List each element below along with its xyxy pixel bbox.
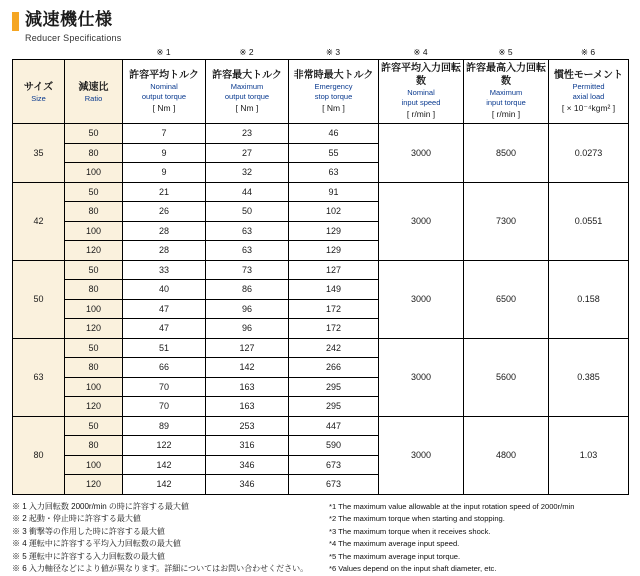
cell-emergency-stop-torque: 673 bbox=[289, 455, 379, 475]
cell-maximum-output-torque: 50 bbox=[206, 202, 289, 222]
cell-ratio: 100 bbox=[65, 455, 123, 475]
marker-5: ※ 5 bbox=[498, 47, 513, 57]
cell-nominal-output-torque: 47 bbox=[123, 319, 206, 339]
cell-maximum-input-speed: 6500 bbox=[464, 260, 549, 338]
cell-emergency-stop-torque: 149 bbox=[289, 280, 379, 300]
marker-4: ※ 4 bbox=[413, 47, 428, 57]
footnote-jp-2: ※ 2 起動・停止時に許容する最大値 bbox=[12, 514, 141, 523]
cell-emergency-stop-torque: 129 bbox=[289, 221, 379, 241]
cell-emergency-stop-torque: 129 bbox=[289, 241, 379, 261]
cell-nominal-output-torque: 70 bbox=[123, 397, 206, 417]
cell-nominal-output-torque: 66 bbox=[123, 358, 206, 378]
table-row bbox=[13, 182, 629, 202]
cell-emergency-stop-torque: 447 bbox=[289, 416, 379, 436]
cell-emergency-stop-torque: 673 bbox=[289, 475, 379, 495]
cell-maximum-output-torque: 163 bbox=[206, 377, 289, 397]
cell-nominal-output-torque: 122 bbox=[123, 436, 206, 456]
footnote-en-4: *4 The maximum average input speed. bbox=[329, 539, 460, 548]
cell-permitted-axial-load: 0.0273 bbox=[549, 124, 629, 183]
cell-ratio: 100 bbox=[65, 163, 123, 183]
cell-emergency-stop-torque: 127 bbox=[289, 260, 379, 280]
cell-maximum-output-torque: 73 bbox=[206, 260, 289, 280]
marker-3: ※ 3 bbox=[325, 47, 341, 57]
footnote-en-2: *2 The maximum torque when starting and stopping. bbox=[329, 514, 505, 523]
note-marker-row bbox=[12, 47, 628, 58]
footnote-jp-6: ※ 6 入力軸径などにより値が異なります。詳細についてはお問い合わせください。 bbox=[12, 564, 309, 573]
footnote-jp-4: ※ 4 運転中に許容する平均入力回転数の最大値 bbox=[12, 539, 181, 548]
cell-maximum-output-torque: 316 bbox=[206, 436, 289, 456]
cell-emergency-stop-torque: 295 bbox=[289, 397, 379, 417]
footnotes bbox=[12, 501, 628, 576]
cell-nominal-output-torque: 51 bbox=[123, 338, 206, 358]
cell-nominal-output-torque: 47 bbox=[123, 299, 206, 319]
cell-maximum-output-torque: 346 bbox=[206, 455, 289, 475]
cell-maximum-output-torque: 253 bbox=[206, 416, 289, 436]
cell-permitted-axial-load: 1.03 bbox=[549, 416, 629, 494]
cell-nominal-output-torque: 142 bbox=[123, 455, 206, 475]
cell-ratio: 120 bbox=[65, 397, 123, 417]
cell-size: 35 bbox=[13, 124, 65, 183]
cell-maximum-input-speed: 4800 bbox=[464, 416, 549, 494]
cell-ratio: 120 bbox=[65, 241, 123, 261]
cell-nominal-input-speed: 3000 bbox=[379, 124, 464, 183]
cell-emergency-stop-torque: 266 bbox=[289, 358, 379, 378]
cell-ratio: 50 bbox=[65, 338, 123, 358]
cell-ratio: 80 bbox=[65, 143, 123, 163]
cell-nominal-output-torque: 142 bbox=[123, 475, 206, 495]
cell-emergency-stop-torque: 242 bbox=[289, 338, 379, 358]
cell-ratio: 80 bbox=[65, 280, 123, 300]
footnote-jp-1: ※ 1 入力回転数 2000r/min の時に許容する最大値 bbox=[12, 501, 189, 511]
cell-nominal-output-torque: 7 bbox=[123, 124, 206, 144]
cell-maximum-output-torque: 63 bbox=[206, 241, 289, 261]
cell-maximum-output-torque: 23 bbox=[206, 124, 289, 144]
cell-size: 63 bbox=[13, 338, 65, 416]
footnote-jp-3: ※ 3 衝撃等の作用した時に許容する最大値 bbox=[12, 526, 165, 536]
cell-emergency-stop-torque: 295 bbox=[289, 377, 379, 397]
cell-ratio: 100 bbox=[65, 377, 123, 397]
title-japanese: 減速機仕様 bbox=[25, 10, 113, 29]
cell-maximum-input-speed: 8500 bbox=[464, 124, 549, 183]
cell-maximum-output-torque: 86 bbox=[206, 280, 289, 300]
cell-maximum-output-torque: 96 bbox=[206, 319, 289, 339]
reducer-spec-table bbox=[12, 59, 629, 495]
header-maximum-input-speed: 許容最高入力回転数 Maximum input torque [ r/min ] bbox=[464, 60, 549, 124]
cell-nominal-output-torque: 28 bbox=[123, 221, 206, 241]
cell-nominal-input-speed: 3000 bbox=[379, 338, 464, 416]
cell-emergency-stop-torque: 590 bbox=[289, 436, 379, 456]
title-accent-bar bbox=[12, 12, 19, 31]
cell-ratio: 50 bbox=[65, 260, 123, 280]
cell-maximum-output-torque: 44 bbox=[206, 182, 289, 202]
cell-maximum-output-torque: 163 bbox=[206, 397, 289, 417]
footnotes-english bbox=[329, 501, 628, 576]
cell-maximum-output-torque: 27 bbox=[206, 143, 289, 163]
cell-emergency-stop-torque: 46 bbox=[289, 124, 379, 144]
cell-nominal-output-torque: 9 bbox=[123, 163, 206, 183]
cell-maximum-output-torque: 32 bbox=[206, 163, 289, 183]
cell-ratio: 80 bbox=[65, 358, 123, 378]
cell-nominal-output-torque: 21 bbox=[123, 182, 206, 202]
cell-maximum-output-torque: 63 bbox=[206, 221, 289, 241]
marker-2: ※ 2 bbox=[239, 47, 254, 57]
cell-nominal-input-speed: 3000 bbox=[379, 416, 464, 494]
cell-maximum-output-torque: 96 bbox=[206, 299, 289, 319]
cell-nominal-output-torque: 9 bbox=[123, 143, 206, 163]
cell-nominal-output-torque: 28 bbox=[123, 241, 206, 261]
header-nominal-input-speed: 許容平均入力回転数 Nominal input speed [ r/min ] bbox=[379, 60, 464, 124]
cell-ratio: 80 bbox=[65, 436, 123, 456]
footnote-en-6: *6 Values depend on the input shaft diameter, etc. bbox=[329, 564, 497, 573]
footnotes-japanese bbox=[12, 501, 311, 576]
cell-maximum-output-torque: 346 bbox=[206, 475, 289, 495]
table-row bbox=[13, 260, 629, 280]
cell-ratio: 120 bbox=[65, 475, 123, 495]
cell-permitted-axial-load: 0.385 bbox=[549, 338, 629, 416]
marker-1: ※ 1 bbox=[156, 47, 171, 57]
cell-ratio: 100 bbox=[65, 221, 123, 241]
cell-ratio: 120 bbox=[65, 319, 123, 339]
table-row bbox=[13, 416, 629, 436]
cell-ratio: 50 bbox=[65, 182, 123, 202]
cell-maximum-output-torque: 142 bbox=[206, 358, 289, 378]
cell-ratio: 50 bbox=[65, 416, 123, 436]
marker-6: ※ 6 bbox=[580, 47, 596, 57]
cell-nominal-output-torque: 70 bbox=[123, 377, 206, 397]
footnote-jp-5: ※ 5 運転中に許容する入力回転数の最大値 bbox=[12, 551, 165, 561]
cell-nominal-input-speed: 3000 bbox=[379, 260, 464, 338]
table-row bbox=[13, 338, 629, 358]
cell-size: 50 bbox=[13, 260, 65, 338]
cell-maximum-input-speed: 5600 bbox=[464, 338, 549, 416]
cell-maximum-output-torque: 127 bbox=[206, 338, 289, 358]
cell-emergency-stop-torque: 172 bbox=[289, 319, 379, 339]
cell-size: 42 bbox=[13, 182, 65, 260]
cell-permitted-axial-load: 0.0551 bbox=[549, 182, 629, 260]
cell-emergency-stop-torque: 91 bbox=[289, 182, 379, 202]
cell-permitted-axial-load: 0.158 bbox=[549, 260, 629, 338]
cell-ratio: 100 bbox=[65, 299, 123, 319]
title-english: Reducer Specifications bbox=[25, 33, 122, 43]
cell-maximum-input-speed: 7300 bbox=[464, 182, 549, 260]
header-ratio: 減速比 Ratio bbox=[65, 60, 123, 124]
cell-nominal-output-torque: 40 bbox=[123, 280, 206, 300]
cell-size: 80 bbox=[13, 416, 65, 494]
table-header-row bbox=[13, 60, 629, 124]
cell-nominal-input-speed: 3000 bbox=[379, 182, 464, 260]
footnote-en-1: *1 The maximum value allowable at the input rotation speed of 2000r/min bbox=[329, 501, 575, 511]
cell-nominal-output-torque: 26 bbox=[123, 202, 206, 222]
cell-nominal-output-torque: 33 bbox=[123, 260, 206, 280]
page-title bbox=[12, 10, 628, 31]
header-size: サイズ Size bbox=[13, 60, 65, 124]
table-row bbox=[13, 124, 629, 144]
footnote-en-5: *5 The maximum average input torque. bbox=[329, 551, 461, 561]
header-nominal-output-torque: 許容平均トルク Nominal output torque [ Nm ] bbox=[123, 60, 206, 124]
header-maximum-output-torque: 許容最大トルク Maximum output torque [ Nm ] bbox=[206, 60, 289, 124]
header-permitted-axial-load: 慣性モーメント Permitted axial load [ × 10⁻⁴kgm² ] bbox=[549, 60, 629, 124]
cell-emergency-stop-torque: 102 bbox=[289, 202, 379, 222]
footnote-en-3: *3 The maximum torque when it receives shock. bbox=[329, 526, 491, 536]
cell-nominal-output-torque: 89 bbox=[123, 416, 206, 436]
cell-emergency-stop-torque: 63 bbox=[289, 163, 379, 183]
cell-emergency-stop-torque: 172 bbox=[289, 299, 379, 319]
cell-ratio: 80 bbox=[65, 202, 123, 222]
header-emergency-stop-torque: 非常時最大トルク Emergency stop torque [ Nm ] bbox=[289, 60, 379, 124]
table-body bbox=[13, 124, 629, 495]
cell-emergency-stop-torque: 55 bbox=[289, 143, 379, 163]
cell-ratio: 50 bbox=[65, 124, 123, 144]
